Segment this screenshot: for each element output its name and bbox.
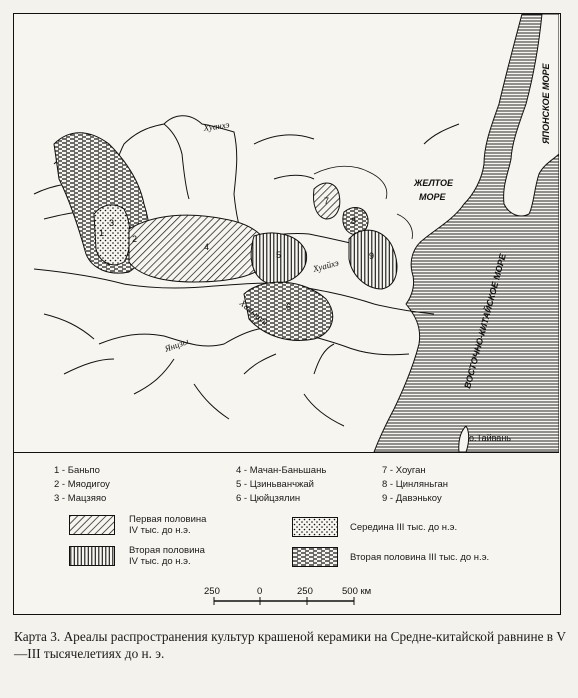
area-number-8: 8	[351, 216, 357, 226]
legend-culture-2: 2 - Мяодигоу	[54, 479, 110, 490]
area-number-6: 6	[286, 302, 292, 312]
yellow-sea-label-line1: ЖЕЛТОЕ	[414, 178, 454, 188]
river-label-huanghe: Хуанхэ	[202, 119, 231, 133]
legend-second-half-iv: Вторая половина IV тыс. до н.э.	[129, 545, 205, 567]
legend-culture-7: 7 - Хоуган	[382, 465, 426, 476]
area-number-4: 4	[204, 242, 210, 252]
river-label-yangtze: Янцзы	[163, 336, 190, 354]
scale-tick-0: 250	[204, 586, 220, 597]
scale-bar	[14, 453, 559, 615]
legend-culture-1: 1 - Баньпо	[54, 465, 100, 476]
scale-tick-1: 0	[257, 586, 263, 597]
river-label-hanshui: Ханьшуй	[237, 297, 271, 328]
area-number-5: 5	[276, 250, 282, 260]
legend-culture-9: 9 - Давэнькоу	[382, 493, 442, 504]
legend-culture-6: 6 - Цюйцзялин	[236, 493, 301, 504]
legend-culture-4: 4 - Мачан-Баньшань	[236, 465, 327, 476]
map-canvas	[14, 14, 559, 452]
legend-culture-3: 3 - Мацзяяо	[54, 493, 107, 504]
legend-second-half-iii: Вторая половина III тыс. до н.э.	[350, 552, 490, 563]
legend-culture-8: 8 - Цинляньган	[382, 479, 448, 490]
yellow-sea-label-line2: МОРЕ	[419, 192, 446, 202]
scale-tick-2: 250	[297, 586, 313, 597]
area-number-2: 2	[132, 234, 138, 244]
map-caption: Карта 3. Ареалы распространения культур крашеной керамики на Средне-китайской равнине в V—III тысячелетиях до н. э.	[14, 629, 567, 661]
map-frame	[13, 13, 561, 615]
japan-sea-label: ЯПОНСКОЕ МОРЕ	[541, 63, 551, 144]
legend-culture-5: 5 - Цзиньванчжай	[236, 479, 314, 490]
area-number-9: 9	[369, 251, 375, 261]
area-number-7: 7	[324, 196, 330, 206]
area-machang-banshan	[129, 215, 269, 282]
legend	[14, 452, 559, 615]
east-china-sea-label: ВОСТОЧНО-КИТАЙСКОЕ МОРЕ	[462, 252, 508, 390]
scale-tick-3: 500 км	[342, 586, 372, 597]
river-label-huaihe: Хуайхэ	[311, 257, 340, 274]
taiwan-label: о.Тайвань	[469, 433, 511, 443]
area-number-1: 1	[99, 228, 105, 238]
legend-mid-iii: Середина III тыс. до н.э.	[350, 522, 458, 533]
legend-first-half-iv: Первая половина IV тыс. до н.э.	[129, 514, 207, 536]
area-number-3: 3	[109, 218, 115, 228]
